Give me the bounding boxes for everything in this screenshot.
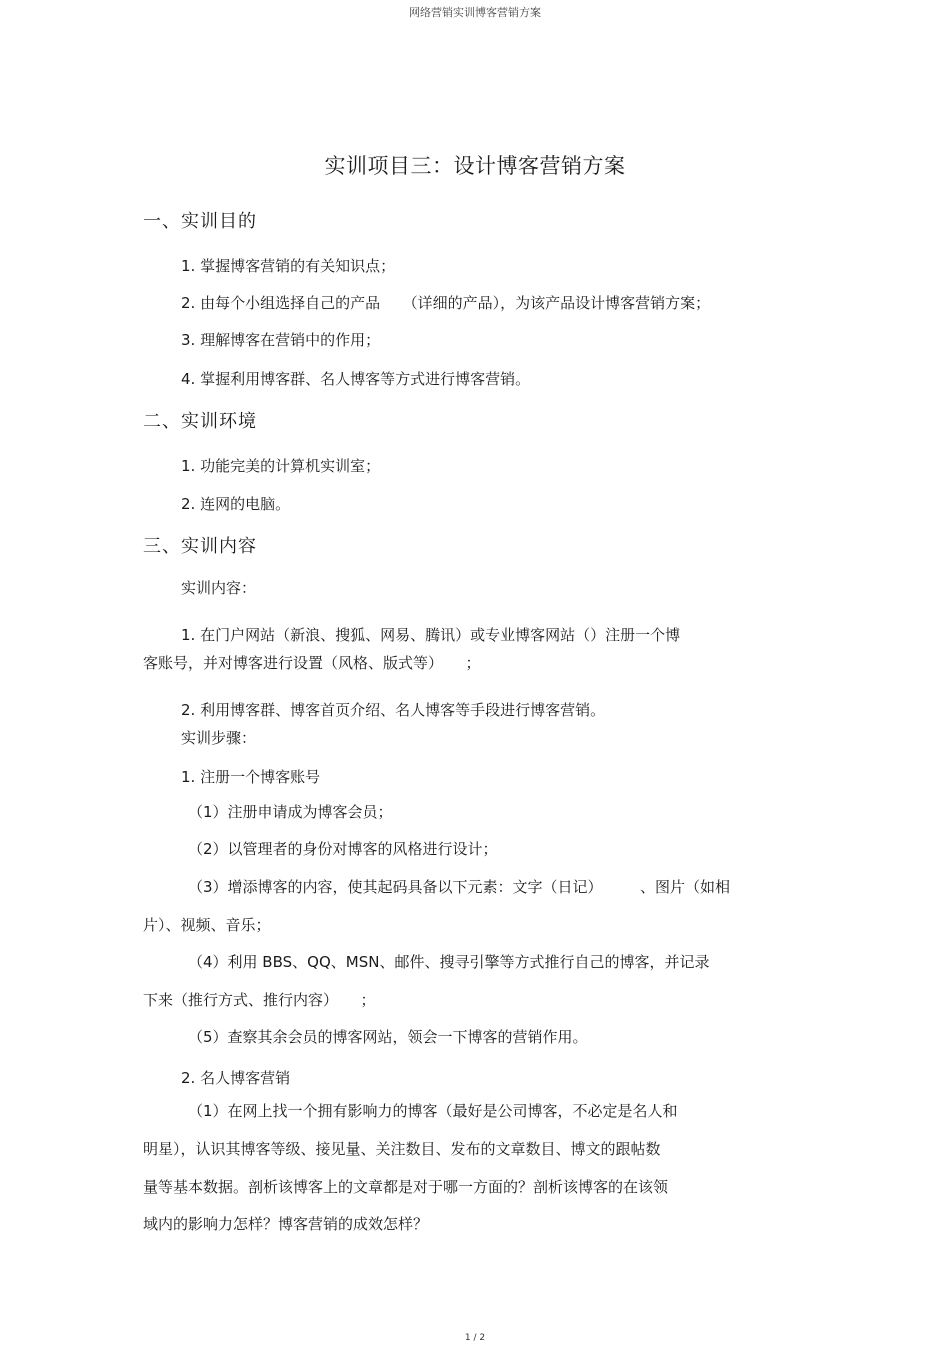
paragraph-line: 明星），认识其博客等级、接见量、关注数目、发布的文章数目、博文的跟帖数 [143, 1140, 661, 1158]
step-item: （4）利用 BBS、QQ、MSN、邮件、搜寻引擎等方式推行自己的博客，并记录 [188, 953, 710, 971]
document-title: 实训项目三：设计博客营销方案 [324, 154, 626, 178]
paragraph-line: 2. 利用博客群、博客首页介绍、名人博客等手段进行博客营销。 [181, 701, 606, 719]
paragraph-line: （1）在网上找一个拥有影响力的博客（最好是公司博客，不必定是名人和 [188, 1102, 678, 1120]
list-item: 2. 由每个小组选择自己的产品 （详细的产品），为该产品设计博客营销方案； [181, 294, 711, 312]
list-item: 1. 功能完美的计算机实训室； [181, 457, 381, 475]
paragraph-line: 量等基本数据。剖析该博客上的文章都是对于哪一方面的？剖析该博客的在该领 [143, 1178, 669, 1196]
paragraph-line: 客账号，并对博客进行设置（风格、版式等） ； [143, 654, 481, 672]
steps-label: 实训步骤： [181, 729, 257, 747]
section-heading-environment: 二、实训环境 [143, 411, 257, 432]
step-item: （3）增添博客的内容，使其起码具备以下元素：文字（日记） 、图片（如相 [188, 878, 731, 896]
list-item: 1. 掌握博客营销的有关知识点； [181, 257, 396, 275]
section-heading-purpose: 一、实训目的 [143, 211, 257, 232]
section-heading-content: 三、实训内容 [143, 536, 257, 557]
step-item-cont: 下来（推行方式、推行内容） ； [143, 991, 376, 1009]
step-item: （1）注册申请成为博客会员； [188, 803, 393, 821]
page-number: 1 / 2 [464, 1333, 486, 1343]
page-header: 网络营销实训博客营销方案 [409, 6, 541, 19]
paragraph-line: 1. 在门户网站（新浪、搜狐、网易、腾讯）或专业博客网站（）注册一个博 [181, 626, 681, 644]
list-item: 4. 掌握利用博客群、名人博客等方式进行博客营销。 [181, 370, 531, 388]
step-item-cont: 片）、视频、音乐； [143, 916, 271, 934]
step-item: （5）查察其余会员的博客网站，领会一下博客的营销作用。 [188, 1028, 588, 1046]
paragraph-line: 域内的影响力怎样？博客营销的成效怎样？ [143, 1215, 429, 1233]
list-item: 2. 连网的电脑。 [181, 495, 291, 513]
step-title: 2. 名人博客营销 [181, 1069, 291, 1087]
list-item: 3. 理解博客在营销中的作用； [181, 331, 381, 349]
step-item: （2）以管理者的身份对博客的风格进行设计； [188, 840, 498, 858]
content-label: 实训内容： [181, 579, 257, 597]
step-title: 1. 注册一个博客账号 [181, 768, 321, 786]
